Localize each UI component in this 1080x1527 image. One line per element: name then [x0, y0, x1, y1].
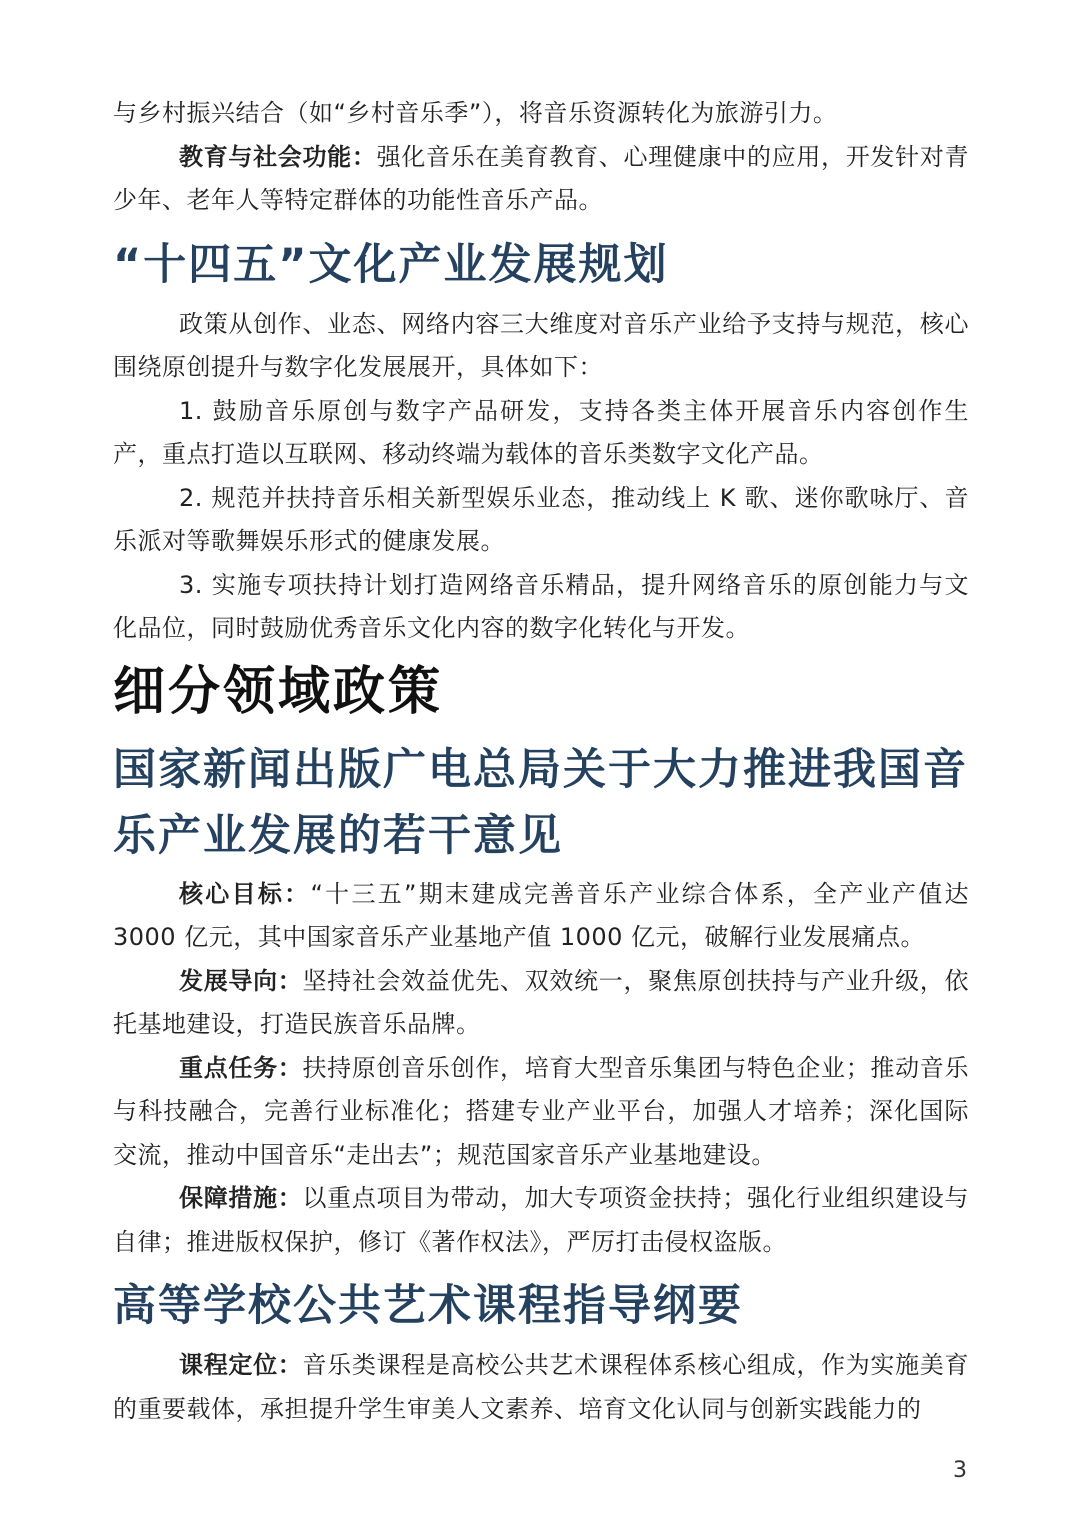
edu-paragraph	[113, 136, 969, 223]
section-sub-title: 细分领域政策	[113, 661, 444, 722]
edu-text: 强化音乐在美育教育、心理健康中的应用，开发针对青少年、老年人等特定群体的功能性音乐产品。	[113, 142, 970, 214]
goal-lead: 核心目标：	[179, 879, 311, 908]
document-page	[113, 92, 969, 1431]
measures-text: 以重点项目为带动，加大专项资金扶持；强化行业组织建设与自律；推进版权保护，修订《著作权法》，严厉打击侵权盗版。	[113, 1184, 969, 1256]
direction-paragraph	[113, 960, 969, 1047]
plan-intro: 政策从创作、业态、网络内容三大维度对音乐产业给予支持与规范，核心围绕原创提升与数字化发展展开，具体如下：	[113, 309, 969, 381]
goal-text: “十三五”期末建成完善音乐产业综合体系，全产业产值达 3000 亿元，其中国家音乐产业基地产值 1000 亿元，破解行业发展痛点。	[113, 879, 969, 951]
position-text: 音乐类课程是高校公共艺术课程体系核心组成，作为实施美育的重要载体，承担提升学生审美人文素养、培育文化认同与创新实践能力的	[113, 1351, 969, 1423]
tasks-text: 扶持原创音乐创作，培育大型音乐集团与特色企业；推动音乐与科技融合，完善行业标准化；搭建专业产业平台，加强人才培养；深化国际交流，推动中国音乐“走出去”；规范国家音乐产业基地建设。	[113, 1053, 969, 1169]
goal-paragraph	[113, 873, 969, 960]
intro-line: 与乡村振兴结合（如“乡村音乐季”），将音乐资源转化为旅游引力。	[113, 99, 838, 127]
tasks-lead: 重点任务：	[179, 1053, 303, 1082]
section-curriculum-title: 高等学校公共艺术课程指导纲要	[113, 1281, 743, 1331]
measures-paragraph	[113, 1177, 969, 1264]
position-lead: 课程定位：	[179, 1351, 303, 1379]
tasks-paragraph	[113, 1047, 969, 1178]
plan-item-1: 1. 鼓励音乐原创与数字产品研发，支持各类主体开展音乐内容创作生产，重点打造以互联网、移动终端为载体的音乐类数字文化产品。	[113, 396, 969, 468]
section-opinions-title: 国家新闻出版广电总局关于大力推进我国音乐产业发展的若干意见	[113, 744, 968, 861]
direction-text: 坚持社会效益优先、双效统一，聚焦原创扶持与产业升级，依托基地建设，打造民族音乐品牌。	[113, 966, 969, 1038]
direction-lead: 发展导向：	[179, 966, 303, 995]
position-paragraph	[113, 1344, 969, 1431]
section-plan-title: “十四五”文化产业发展规划	[113, 239, 669, 290]
plan-item-3: 3. 实施专项扶持计划打造网络音乐精品，提升网络音乐的原创能力与文化品位，同时鼓励优秀音乐文化内容的数字化转化与开发。	[113, 570, 969, 642]
edu-lead: 教育与社会功能：	[179, 142, 377, 171]
page-number: 3	[953, 1458, 967, 1483]
measures-lead: 保障措施：	[179, 1184, 303, 1212]
plan-item-2: 2. 规范并扶持音乐相关新型娱乐业态，推动线上 K 歌、迷你歌咏厅、音乐派对等歌舞娱乐形式的健康发展。	[113, 483, 969, 555]
